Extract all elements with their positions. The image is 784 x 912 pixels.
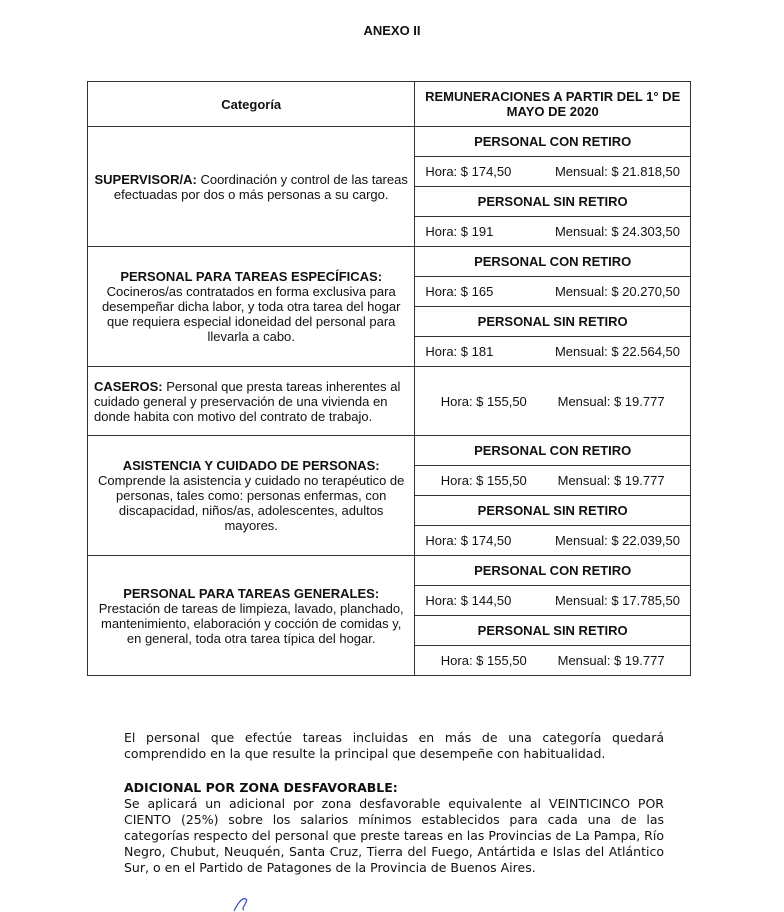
category-desc: Coordinación y control de las tareas efectuadas por dos o más personas a su cargo. [113, 171, 408, 202]
rate-cell [415, 337, 691, 367]
mensual-value: Mensual: $ 19.777 [557, 393, 665, 409]
mensual-value: Mensual: $ 21.818,50 [554, 164, 680, 179]
mensual-value: Mensual: $ 24.303,50 [554, 224, 680, 239]
rate-cell [415, 367, 691, 436]
hora-value: Hora: $ 174,50 [425, 164, 512, 179]
sin-retiro-label: PERSONAL SIN RETIRO [415, 187, 691, 217]
adicional-text: Se aplicará un adicional por zona desfavorable equivalente al VEINTICINCO POR CIENTO (25%) sobre los salarios mínimos establecidos para cada una de las categorías respecto del personal que preste tareas en las Provincias de La Pampa, Río Negro, Chubut, Neuquén, Santa Cruz, Tierra del Fuego, Antártida e Islas del Atlántico Sur, o en el Partido de Patagones de la Provincia de Buenos Aires. [124, 796, 664, 875]
con-retiro-label: PERSONAL CON RETIRO [415, 436, 691, 466]
mensual-value: Mensual: $ 22.564,50 [554, 344, 680, 359]
category-name: CASEROS: [94, 378, 163, 394]
salary-table [87, 81, 691, 676]
rate-cell [415, 217, 691, 247]
hora-value: Hora: $ 155,50 [440, 653, 527, 668]
hora-value: Hora: $ 165 [425, 284, 494, 299]
paragraph-categoria: El personal que efectúe tareas incluidas en más de una categoría quedará comprendido en la que resulte la principal que desempeñe con habitualidad. [124, 730, 664, 761]
signature-mark [230, 893, 270, 912]
rate-cell [415, 586, 691, 616]
table-row [88, 127, 691, 157]
sin-retiro-label: PERSONAL SIN RETIRO [415, 616, 691, 646]
adicional-heading: ADICIONAL POR ZONA DESFAVORABLE: [124, 780, 398, 795]
category-desc: Cocineros/as contratados en forma exclusiva para desempeñar dicha labor, y toda otra tarea del hogar que requiera especial idoneidad del personal para llevarla a cabo. [101, 284, 401, 344]
category-cell [88, 247, 415, 367]
header-categoria: Categoría [88, 82, 415, 127]
rate-cell [415, 466, 691, 496]
rate-cell [415, 526, 691, 556]
category-desc: Prestación de tareas de limpieza, lavado, planchado, mantenimiento, elaboración y cocción de comidas y, en general, toda otra tarea típica del hogar. [98, 600, 404, 646]
category-desc: Comprende la asistencia y cuidado no terapéutico de personas, tales como: personas enfermas, con discapacidad, niños/as, adolescentes, adultos mayores. [97, 473, 405, 533]
table-row [88, 367, 691, 436]
hora-value: Hora: $ 144,50 [425, 593, 512, 608]
table-row [88, 556, 691, 586]
category-desc: Personal que presta tareas inherentes al cuidado general y preservación de una vivienda en donde habita con motivo del contrato de trabajo. [94, 378, 401, 424]
category-name: ASISTENCIA Y CUIDADO DE PERSONAS: [122, 458, 380, 473]
category-cell [88, 127, 415, 247]
mensual-value: Mensual: $ 22.039,50 [554, 533, 680, 548]
hora-value: Hora: $ 174,50 [425, 533, 512, 548]
sin-retiro-label: PERSONAL SIN RETIRO [415, 307, 691, 337]
category-cell [88, 436, 415, 556]
hora-value: Hora: $ 181 [425, 344, 494, 359]
mensual-value: Mensual: $ 20.270,50 [554, 284, 680, 299]
rate-cell [415, 157, 691, 187]
category-cell [88, 556, 415, 676]
category-cell [88, 367, 415, 436]
category-name: PERSONAL PARA TAREAS ESPECÍFICAS: [120, 269, 383, 284]
hora-value: Hora: $ 191 [425, 224, 494, 239]
rate-cell [415, 277, 691, 307]
mensual-value: Mensual: $ 19.777 [557, 653, 665, 668]
rate-cell [415, 646, 691, 676]
table-row [88, 436, 691, 466]
category-name: SUPERVISOR/A: [94, 171, 197, 187]
header-remuneraciones: REMUNERACIONES A PARTIR DEL 1° DE MAYO DE 2020 [415, 82, 691, 127]
mensual-value: Mensual: $ 17.785,50 [554, 593, 680, 608]
page-title: ANEXO II [363, 23, 421, 38]
con-retiro-label: PERSONAL CON RETIRO [415, 556, 691, 586]
category-name: PERSONAL PARA TAREAS GENERALES: [123, 585, 380, 601]
mensual-value: Mensual: $ 19.777 [557, 473, 665, 488]
table-row [88, 247, 691, 277]
hora-value: Hora: $ 155,50 [440, 473, 527, 488]
con-retiro-label: PERSONAL CON RETIRO [415, 247, 691, 277]
con-retiro-label: PERSONAL CON RETIRO [415, 127, 691, 157]
sin-retiro-label: PERSONAL SIN RETIRO [415, 496, 691, 526]
hora-value: Hora: $ 155,50 [440, 393, 527, 409]
